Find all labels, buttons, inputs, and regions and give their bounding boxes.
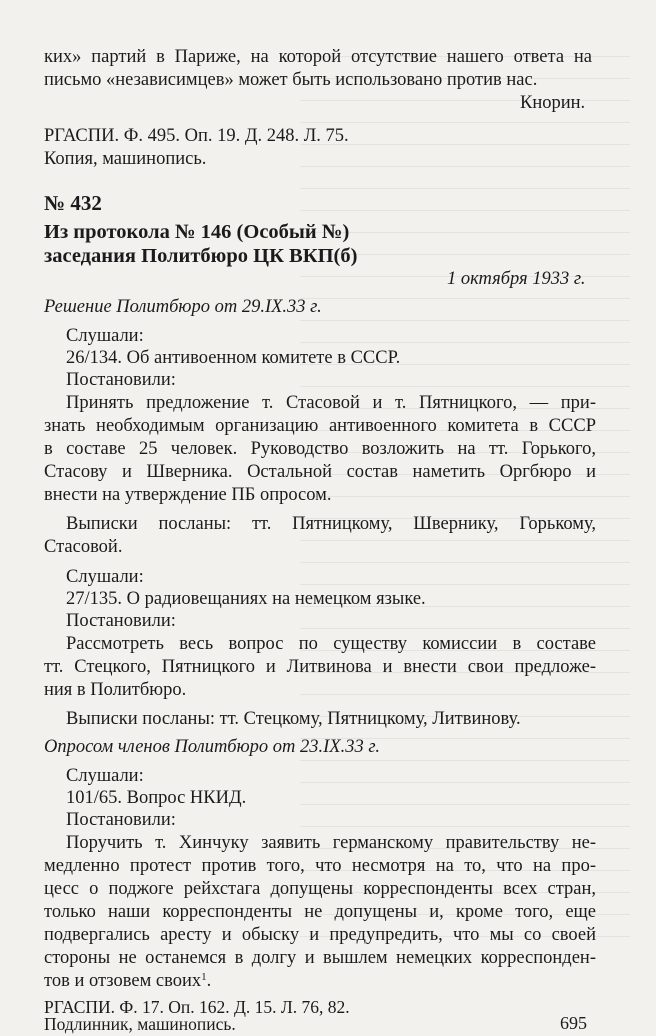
document-number: № 432 [44, 191, 102, 215]
extracts-line: Выписки посланы: тт. Стецкому, Пятницкому, Литвинову. [66, 709, 521, 729]
body-text: . [206, 971, 212, 991]
heard-label: Слушали: [66, 567, 144, 587]
heard-label: Слушали: [66, 326, 144, 346]
body-line: подвергались аресту и обыску и предупредить, что мы со своей [44, 925, 596, 945]
heard-label: Слушали: [66, 766, 144, 786]
body-line: цесс о поджоге рейхстага допущены корреспонденты всех стран, [44, 879, 596, 899]
document-title: Из протокола № 146 (Особый №) [44, 221, 350, 243]
body-line: медленно протест против того, что несмотря на то, что на про- [44, 856, 596, 876]
body-line: Рассмотреть весь вопрос по существу комиссии в составе [66, 634, 596, 654]
extracts-line: Стасовой. [44, 537, 123, 557]
agenda-item: 26/134. Об антивоенном комитете в СССР. [66, 348, 401, 368]
agenda-item: 101/65. Вопрос НКИД. [66, 788, 247, 808]
document-date: 1 октября 1933 г. [447, 269, 586, 289]
section-header: Опросом членов Политбюро от 23.IX.33 г. [44, 737, 380, 757]
agenda-item: 27/135. О радиовещаниях на немецком языке. [66, 589, 426, 609]
extracts-line: Выписки посланы: тт. Пятницкому, Швернику, Горькому, [66, 514, 596, 534]
copy-type: Копия, машинопись. [44, 149, 207, 169]
section-header: Решение Политбюро от 29.IX.33 г. [44, 297, 322, 317]
copy-type: Подлинник, машинопись. [44, 1014, 236, 1034]
body-line: знать необходимым организацию антивоенного комитета в СССР [44, 416, 596, 436]
body-line: только наши корреспонденты не допущены и, кроме того, еще [44, 902, 596, 922]
body-line: тт. Стецкого, Пятницкого и Литвинова и внести свои предложе- [44, 657, 596, 677]
signature: Кнорин. [520, 93, 586, 113]
document-title: заседания Политбюро ЦК ВКП(б) [44, 245, 358, 267]
body-line: Поручить т. Хинчуку заявить германскому правительству не- [66, 833, 596, 853]
body-text: тов и отзовем своих [44, 971, 202, 991]
body-line [44, 970, 211, 993]
body-line: Стасову и Шверника. Остальной состав наметить Оргбюро и [44, 462, 596, 482]
body-line: Принять предложение т. Стасовой и т. Пятницкого, — при- [66, 393, 596, 413]
body-line: ких» партий в Париже, на которой отсутствие нашего ответа на [44, 47, 592, 67]
body-line: письмо «независимцев» может быть использовано против нас. [44, 70, 538, 90]
body-line: ния в Политбюро. [44, 680, 187, 700]
body-line: стороны не останемся в долгу и вышлем немецких корреспонден- [44, 948, 596, 968]
body-line: в составе 25 человек. Руководство возложить на тт. Горького, [44, 439, 596, 459]
page-number: 695 [560, 1013, 587, 1033]
footnote-marker: 1 [201, 971, 207, 983]
archive-reference: РГАСПИ. Ф. 17. Оп. 162. Д. 15. Л. 76, 82. [44, 997, 350, 1017]
resolved-label: Постановили: [66, 810, 176, 830]
resolved-label: Постановили: [66, 370, 176, 390]
body-line: внести на утверждение ПБ опросом. [44, 485, 332, 505]
resolved-label: Постановили: [66, 611, 176, 631]
archive-reference: РГАСПИ. Ф. 495. Оп. 19. Д. 248. Л. 75. [44, 126, 349, 146]
